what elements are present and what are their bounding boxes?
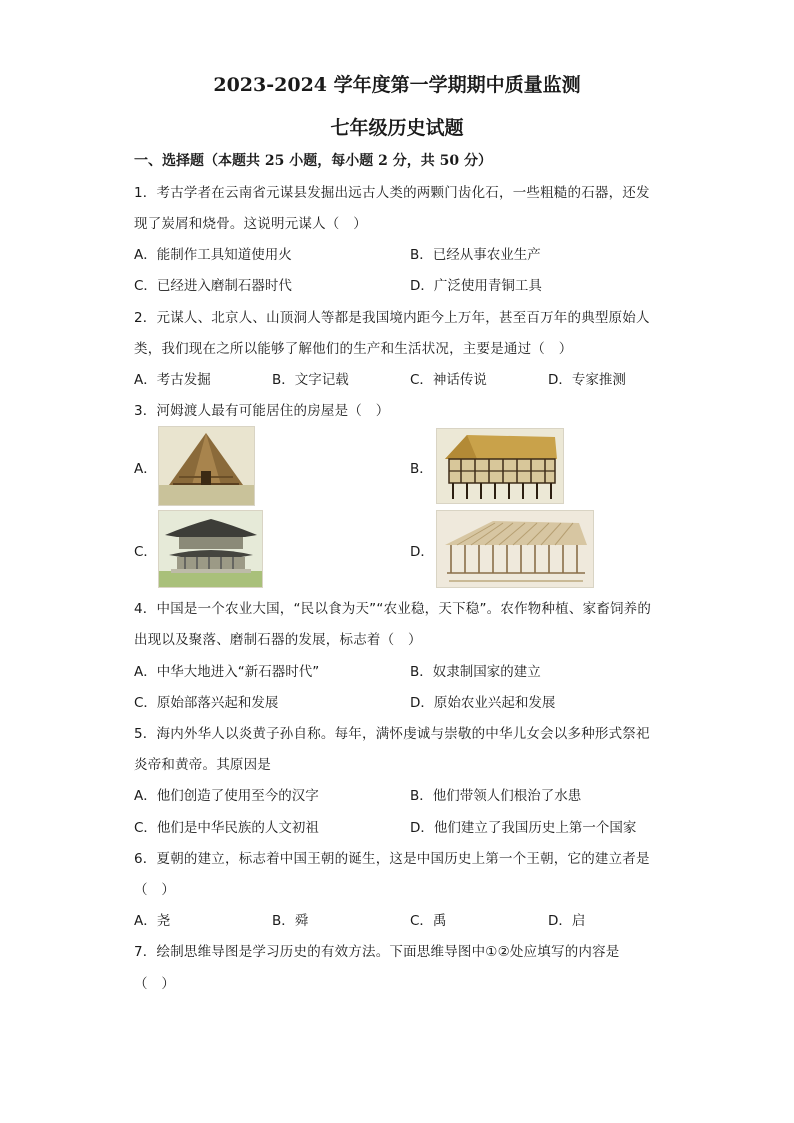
option-a[interactable]: A．中华大地进入“新石器时代” — [134, 664, 320, 680]
question-stem-line: （ ） — [134, 882, 176, 898]
question-stem-line: 炎帝和黄帝。其原因是 — [134, 757, 271, 773]
question-stem-line: 1．考古学者在云南省元谋县发掘出远古人类的两颗门齿化石，一些粗糙的石器，还发 — [134, 185, 650, 201]
question-stem-line: 7．绘制思维导图是学习历史的有效方法。下面思维导图中①②处应填写的内容是 — [134, 944, 620, 960]
palace-hall-picture[interactable] — [158, 510, 263, 588]
long-thatched-house-picture[interactable] — [436, 510, 594, 588]
page-subtitle: 七年级历史试题 — [330, 117, 464, 139]
question-stem-line: 类，我们现在之所以能够了解他们的生产和生活状况，主要是通过（ ） — [134, 341, 573, 357]
option-b[interactable]: B．舜 — [272, 913, 309, 929]
option-b[interactable]: B．文字记载 — [272, 372, 349, 388]
option-b[interactable]: B．奴隶制国家的建立 — [410, 664, 541, 680]
option-a[interactable]: A． — [134, 461, 157, 477]
option-a[interactable]: A．考古发掘 — [134, 372, 211, 388]
question-stem-line: 2．元谋人、北京人、山顶洞人等都是我国境内距今上万年，甚至百万年的典型原始人 — [134, 310, 650, 326]
option-d[interactable]: D．广泛使用青铜工具 — [410, 278, 542, 294]
option-d[interactable]: D．原始农业兴起和发展 — [410, 695, 556, 711]
question-stem-line: 5．海内外华人以炎黄子孙自称。每年，满怀虔诚与崇敬的中华儿女会以多种形式祭祀 — [134, 726, 650, 742]
option-c[interactable]: C．原始部落兴起和发展 — [134, 695, 279, 711]
stilt-house-picture[interactable] — [436, 428, 564, 504]
option-a[interactable]: A．尧 — [134, 913, 171, 929]
option-c[interactable]: C．他们是中华民族的人文初祖 — [134, 820, 319, 836]
option-a[interactable]: A．能制作工具知道使用火 — [134, 247, 292, 263]
option-c[interactable]: C． — [134, 544, 157, 560]
option-b[interactable]: B．已经从事农业生产 — [410, 247, 541, 263]
option-b[interactable]: B． — [410, 461, 433, 477]
option-c[interactable]: C．禹 — [410, 913, 447, 929]
option-d[interactable]: D．专家推测 — [548, 372, 626, 388]
option-a[interactable]: A．他们创造了使用至今的汉字 — [134, 788, 319, 804]
question-stem-line: 现了炭屑和烧骨。这说明元谋人（ ） — [134, 216, 367, 232]
question-stem-line: 3．河姆渡人最有可能居住的房屋是（ ） — [134, 403, 390, 419]
thatched-round-hut-picture[interactable] — [158, 426, 255, 506]
question-stem-line: 4．中国是一个农业大国，“民以食为天”“农业稳，天下稳”。农作物种植、家畜饲养的 — [134, 601, 652, 617]
option-c[interactable]: C．神话传说 — [410, 372, 487, 388]
option-d[interactable]: D． — [410, 544, 434, 560]
option-d[interactable]: D．启 — [548, 913, 586, 929]
question-stem-line: 6．夏朝的建立，标志着中国王朝的诞生，这是中国历史上第一个王朝，它的建立者是 — [134, 851, 650, 867]
option-c[interactable]: C．已经进入磨制石器时代 — [134, 278, 292, 294]
option-d[interactable]: D．他们建立了我国历史上第一个国家 — [410, 820, 637, 836]
section-heading: 一、选择题（本题共 25 小题，每小题 2 分，共 50 分） — [134, 153, 492, 169]
page-title: 2023-2024 学年度第一学期期中质量监测 — [213, 74, 581, 96]
option-b[interactable]: B．他们带领人们根治了水患 — [410, 788, 582, 804]
question-stem-line: 出现以及聚落、磨制石器的发展，标志着（ ） — [134, 632, 422, 648]
question-stem-line: （ ） — [134, 976, 176, 992]
